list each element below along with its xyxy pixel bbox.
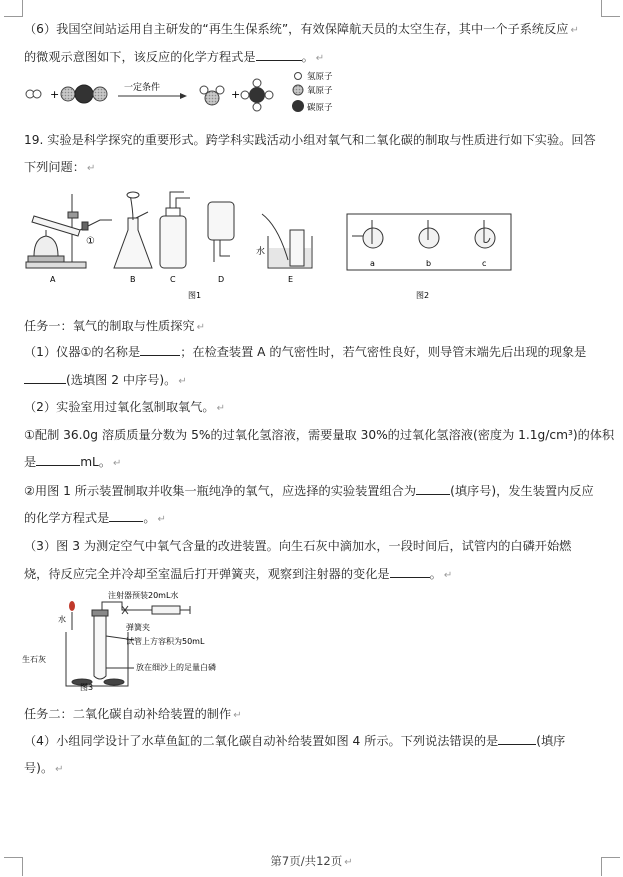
figure-2-caption: 图2 [416,291,430,300]
figure-2-bubbles [340,186,530,301]
task1-q3-line-2: 烧，待反应完全并冷却至室温后打开弹簧夹，观察到注射器的变化是 。 ↵ [24,567,453,581]
reaction-diagram [22,70,382,120]
hydrogen-molecule-icon [26,90,41,98]
q6-line-2: 的微观示意图如下，该反应的化学方程式是 。 ↵ [24,50,325,64]
figure-3-caption: 图3 [80,683,94,692]
corner-mark-top-right [601,0,620,17]
svg-text:+: + [231,88,241,101]
svg-text:c: c [482,259,487,268]
apparatus-c [160,192,190,268]
task1-q3-line-1: （3）图 3 为测定空气中氧气含量的改进装置。向生石灰中滴加水，一段时间后，试管内的白磷开始燃 [24,539,572,553]
q19-line-1: 19. 实验是科学探究的重要形式。跨学科实践活动小组对氧气和二氧化碳的制取与性质进行如下实验。回答 [24,133,596,147]
svg-text:A: A [50,275,56,284]
task2-q4-line-2: 号)。 ↵ [24,761,64,775]
water-molecule-icon [200,86,224,105]
svg-text:B: B [130,275,136,284]
svg-text:氧原子: 氧原子 [307,86,333,96]
task1-q2-1-line-1: ①配制 36.0g 溶质质量分数为 5%的过氧化氢溶液，需要量取 30%的过氧化氢溶液(密度为 1.1g/cm³)的体积 [24,428,615,442]
apparatus-d [208,202,234,262]
task1-q2-2-line-2: 的化学方程式是 。 ↵ [24,511,166,525]
svg-text:碳原子: 碳原子 [307,103,333,113]
task2-q4-line-1: （4）小组同学设计了水草鱼缸的二氧化碳自动补给装置如图 4 所示。下列说法错误的是 (填序 [24,734,566,748]
svg-text:+: + [50,88,60,101]
apparatus-b [114,192,152,268]
svg-text:a: a [370,259,375,268]
water-label-e: 水 [256,247,266,257]
svg-text:试管上方容积为50mL: 试管上方容积为50mL [126,637,205,646]
dropper-icon [69,601,75,630]
task1-q2: （2）实验室用过氧化氢制取氧气。 ↵ [24,400,225,414]
svg-text:生石灰: 生石灰 [22,655,46,664]
carbon-dioxide-molecule-icon [61,85,107,103]
task1-q1-line-2: (选填图 2 中序号)。 ↵ [24,371,187,388]
svg-text:注射器预装20mL水: 注射器预装20mL水 [108,591,179,600]
task1-q2-1-line-2: 是 mL。 ↵ [24,455,122,469]
figure-1-apparatus [20,186,340,301]
q19-line-2: 下列问题： ↵ [24,160,96,174]
svg-text:C: C [170,275,176,284]
svg-text:弹簧夹: 弹簧夹 [126,623,150,632]
svg-text:E: E [288,275,294,284]
task1-q2-2-line-1: ②用图 1 所示装置制取并收集一瓶纯净的氧气，应选择的实验装置组合为 (填序号)，发生装置内反应 [24,484,594,498]
svg-text:b: b [426,259,432,268]
apparatus-e [262,214,312,268]
svg-text:氢原子: 氢原子 [307,72,333,82]
figure-3-apparatus [22,586,252,694]
instrument-1-marker: ① [86,236,95,247]
syringe-icon [136,606,190,614]
page-number-footer: 第7页/共12页 ↵ [270,854,353,868]
figure-1-caption: 图1 [188,291,202,300]
svg-text:水: 水 [58,615,66,624]
methane-molecule-icon [241,79,273,111]
corner-mark-top-left [4,0,23,17]
svg-text:D: D [218,275,225,284]
task1-q1-line-1: （1）仪器①的名称是 ；在检查装置 A 的气密性时，若气密性良好，则导管末端先后出现的现象是 [24,345,587,359]
task2-title: 任务二：二氧化碳自动补给装置的制作 ↵ [24,707,242,721]
apparatus-a [26,194,112,268]
reaction-arrow-icon [118,81,187,99]
svg-text:放在细沙上的足量白磷: 放在细沙上的足量白磷 [136,663,216,672]
reaction-condition: 一定条件 [124,83,161,93]
task1-title: 任务一：氧气的制取与性质探究 ↵ [24,319,206,333]
legend [292,71,333,113]
q6-line-1: （6）我国空间站运用自主研发的“再生生保系统”，有效保障航天员的太空生存，其中一个子系统反应 ↵ [24,22,579,36]
